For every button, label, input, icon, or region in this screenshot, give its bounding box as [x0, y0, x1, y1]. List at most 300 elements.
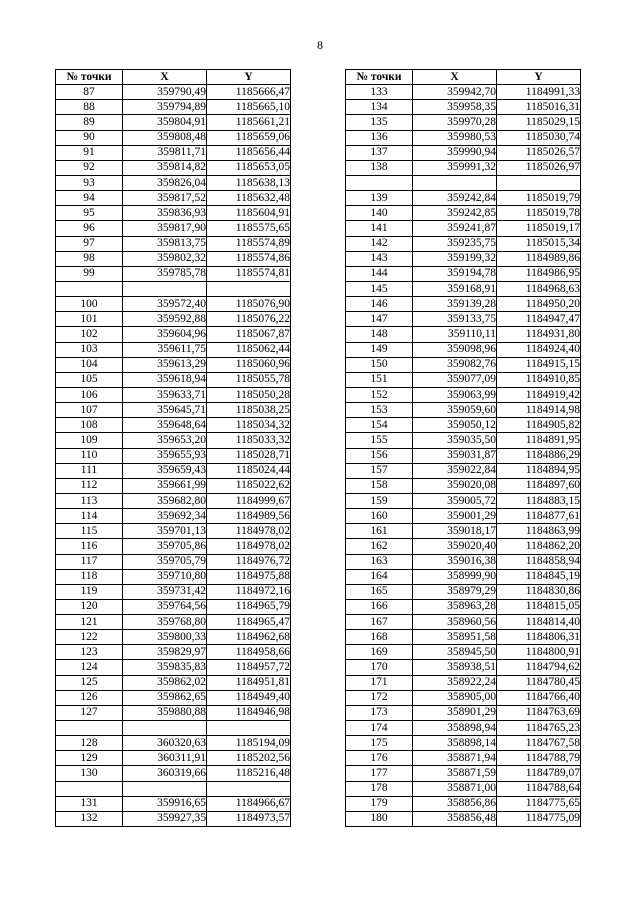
x-cell: 359692,34	[123, 509, 207, 524]
x-cell: 359916,65	[123, 796, 207, 811]
x-cell: 359604,96	[123, 327, 207, 342]
y-cell: 1184973,57	[207, 811, 291, 826]
point-number-cell: 105	[56, 372, 123, 387]
y-cell: 1185033,32	[207, 433, 291, 448]
point-number-cell: 159	[346, 493, 413, 508]
table-row	[56, 145, 291, 160]
point-number-cell: 122	[56, 630, 123, 645]
table-row	[346, 236, 581, 251]
header-point-number: № точки	[346, 70, 413, 85]
y-cell: 1184968,63	[497, 281, 581, 296]
y-cell: 1185575,65	[207, 221, 291, 236]
header-x: X	[413, 70, 497, 85]
table-row	[56, 206, 291, 221]
y-cell: 1185194,09	[207, 736, 291, 751]
table-row	[56, 751, 291, 766]
table-row	[56, 251, 291, 266]
x-cell: 359836,93	[123, 206, 207, 221]
table-row	[56, 539, 291, 554]
point-number-cell: 178	[346, 781, 413, 796]
y-cell: 1185029,15	[497, 115, 581, 130]
table-row	[56, 297, 291, 312]
point-number-cell: 142	[346, 236, 413, 251]
table-row	[346, 463, 581, 478]
point-number-cell: 157	[346, 463, 413, 478]
y-cell: 1185202,56	[207, 751, 291, 766]
point-number-cell: 168	[346, 630, 413, 645]
x-cell: 358905,00	[413, 690, 497, 705]
y-cell: 1184989,56	[207, 509, 291, 524]
x-cell: 358938,51	[413, 660, 497, 675]
point-number-cell: 165	[346, 584, 413, 599]
table-row	[56, 675, 291, 690]
y-cell: 1184976,72	[207, 554, 291, 569]
point-number-cell: 109	[56, 433, 123, 448]
point-number-cell: 114	[56, 509, 123, 524]
table-row	[346, 660, 581, 675]
x-cell: 359016,38	[413, 554, 497, 569]
y-cell: 1184949,40	[207, 690, 291, 705]
x-cell: 360311,91	[123, 751, 207, 766]
x-cell: 359970,28	[413, 115, 497, 130]
point-number-cell: 145	[346, 281, 413, 296]
x-cell: 359020,40	[413, 539, 497, 554]
y-cell: 1185574,81	[207, 266, 291, 281]
table-row	[56, 796, 291, 811]
y-cell: 1185024,44	[207, 463, 291, 478]
table-row	[346, 206, 581, 221]
table-row	[56, 463, 291, 478]
x-cell: 358856,48	[413, 811, 497, 826]
y-cell: 1185666,47	[207, 85, 291, 100]
x-cell: 359031,87	[413, 448, 497, 463]
table-row	[346, 448, 581, 463]
point-number-cell: 94	[56, 191, 123, 206]
y-cell: 1184815,05	[497, 599, 581, 614]
table-row	[346, 796, 581, 811]
x-cell: 359829,97	[123, 645, 207, 660]
y-cell: 1184897,60	[497, 478, 581, 493]
y-cell: 1184789,07	[497, 766, 581, 781]
point-number-cell: 103	[56, 342, 123, 357]
x-cell: 359001,29	[413, 509, 497, 524]
y-cell: 1184788,64	[497, 781, 581, 796]
y-cell: 1185661,21	[207, 115, 291, 130]
y-cell: 1184924,40	[497, 342, 581, 357]
point-number-cell: 128	[56, 736, 123, 751]
y-cell: 1184862,20	[497, 539, 581, 554]
point-number-cell: 127	[56, 705, 123, 720]
x-cell: 359710,80	[123, 569, 207, 584]
x-cell: 360320,63	[123, 736, 207, 751]
y-cell: 1184858,94	[497, 554, 581, 569]
table-row	[346, 115, 581, 130]
x-cell: 359661,99	[123, 478, 207, 493]
point-number-cell: 167	[346, 615, 413, 630]
x-cell: 359785,78	[123, 266, 207, 281]
table-row	[56, 372, 291, 387]
x-cell: 359682,80	[123, 493, 207, 508]
x-cell: 359633,71	[123, 387, 207, 402]
y-cell: 1184962,68	[207, 630, 291, 645]
point-number-cell	[56, 721, 123, 736]
point-number-cell: 141	[346, 221, 413, 236]
x-cell: 358945,50	[413, 645, 497, 660]
point-number-cell: 121	[56, 615, 123, 630]
table-row	[56, 175, 291, 190]
table-row	[56, 387, 291, 402]
table-row	[56, 721, 291, 736]
x-cell: 359098,96	[413, 342, 497, 357]
table-row	[346, 721, 581, 736]
table-row	[56, 766, 291, 781]
x-cell: 359817,52	[123, 191, 207, 206]
point-number-cell: 134	[346, 100, 413, 115]
x-cell: 359835,83	[123, 660, 207, 675]
point-number-cell	[56, 281, 123, 296]
y-cell: 1184978,02	[207, 539, 291, 554]
point-number-cell: 143	[346, 251, 413, 266]
y-cell: 1184863,99	[497, 524, 581, 539]
table-row	[56, 418, 291, 433]
x-cell: 359764,56	[123, 599, 207, 614]
point-number-cell: 92	[56, 160, 123, 175]
x-cell: 359862,65	[123, 690, 207, 705]
point-number-cell: 164	[346, 569, 413, 584]
table-header-row	[56, 70, 291, 85]
x-cell: 358963,28	[413, 599, 497, 614]
x-cell: 359862,02	[123, 675, 207, 690]
point-number-cell: 130	[56, 766, 123, 781]
y-cell: 1184814,40	[497, 615, 581, 630]
y-cell: 1184915,15	[497, 357, 581, 372]
x-cell	[123, 781, 207, 796]
x-cell: 360319,66	[123, 766, 207, 781]
y-cell: 1184991,33	[497, 85, 581, 100]
y-cell	[207, 721, 291, 736]
y-cell: 1184950,20	[497, 297, 581, 312]
x-cell: 359572,40	[123, 297, 207, 312]
point-number-cell: 149	[346, 342, 413, 357]
point-number-cell: 139	[346, 191, 413, 206]
point-number-cell: 144	[346, 266, 413, 281]
table-row	[56, 781, 291, 796]
table-row	[56, 221, 291, 236]
y-cell: 1184978,02	[207, 524, 291, 539]
point-number-cell: 96	[56, 221, 123, 236]
x-cell: 358898,94	[413, 721, 497, 736]
x-cell: 358960,56	[413, 615, 497, 630]
point-number-cell: 175	[346, 736, 413, 751]
x-cell: 358999,90	[413, 569, 497, 584]
table-row	[346, 599, 581, 614]
x-cell: 359705,86	[123, 539, 207, 554]
y-cell: 1185019,17	[497, 221, 581, 236]
table-row	[56, 85, 291, 100]
table-row	[56, 191, 291, 206]
coordinates-table-right	[345, 69, 581, 827]
point-number-cell: 91	[56, 145, 123, 160]
y-cell: 1184780,45	[497, 675, 581, 690]
table-row	[56, 312, 291, 327]
point-number-cell: 126	[56, 690, 123, 705]
y-cell: 1185665,10	[207, 100, 291, 115]
x-cell: 359811,71	[123, 145, 207, 160]
x-cell: 359020,08	[413, 478, 497, 493]
table-row	[56, 433, 291, 448]
y-cell: 1184763,69	[497, 705, 581, 720]
x-cell: 359592,88	[123, 312, 207, 327]
table-row	[346, 312, 581, 327]
x-cell: 359018,17	[413, 524, 497, 539]
y-cell: 1185050,28	[207, 387, 291, 402]
x-cell: 358871,00	[413, 781, 497, 796]
point-number-cell: 160	[346, 509, 413, 524]
point-number-cell: 146	[346, 297, 413, 312]
point-number-cell: 152	[346, 387, 413, 402]
y-cell: 1185055,78	[207, 372, 291, 387]
y-cell: 1184975,88	[207, 569, 291, 584]
table-row	[56, 630, 291, 645]
table-row	[56, 811, 291, 826]
y-cell: 1184931,80	[497, 327, 581, 342]
x-cell: 359731,42	[123, 584, 207, 599]
y-cell: 1185038,25	[207, 403, 291, 418]
point-number-cell: 108	[56, 418, 123, 433]
point-number-cell: 150	[346, 357, 413, 372]
table-row	[56, 493, 291, 508]
table-row	[346, 615, 581, 630]
x-cell: 359653,20	[123, 433, 207, 448]
x-cell: 359990,94	[413, 145, 497, 160]
y-cell: 1184999,67	[207, 493, 291, 508]
point-number-cell: 95	[56, 206, 123, 221]
x-cell: 359133,75	[413, 312, 497, 327]
table-row	[346, 327, 581, 342]
point-number-cell: 148	[346, 327, 413, 342]
x-cell: 359980,53	[413, 130, 497, 145]
y-cell: 1184946,98	[207, 705, 291, 720]
point-number-cell: 112	[56, 478, 123, 493]
x-cell: 359242,85	[413, 206, 497, 221]
table-row	[56, 160, 291, 175]
table-row	[346, 130, 581, 145]
point-number-cell: 129	[56, 751, 123, 766]
y-cell: 1184910,85	[497, 372, 581, 387]
y-cell: 1185026,57	[497, 145, 581, 160]
x-cell: 359242,84	[413, 191, 497, 206]
table-row	[56, 509, 291, 524]
table-row	[346, 221, 581, 236]
point-number-cell: 177	[346, 766, 413, 781]
x-cell: 359927,35	[123, 811, 207, 826]
point-number-cell: 140	[346, 206, 413, 221]
point-number-cell: 176	[346, 751, 413, 766]
x-cell: 359241,87	[413, 221, 497, 236]
y-cell: 1184894,95	[497, 463, 581, 478]
x-cell: 358979,29	[413, 584, 497, 599]
point-number-cell	[346, 175, 413, 190]
y-cell: 1185574,86	[207, 251, 291, 266]
table-row	[346, 781, 581, 796]
point-number-cell: 93	[56, 175, 123, 190]
y-cell: 1184958,66	[207, 645, 291, 660]
table-row	[56, 478, 291, 493]
table-row	[56, 448, 291, 463]
y-cell: 1184919,42	[497, 387, 581, 402]
table-row	[346, 751, 581, 766]
y-cell: 1184788,79	[497, 751, 581, 766]
y-cell: 1185060,96	[207, 357, 291, 372]
table-row	[346, 191, 581, 206]
table-row	[346, 645, 581, 660]
point-number-cell: 173	[346, 705, 413, 720]
point-number-cell: 111	[56, 463, 123, 478]
page-number: 8	[317, 38, 323, 52]
x-cell: 359814,82	[123, 160, 207, 175]
x-cell: 359005,72	[413, 493, 497, 508]
y-cell: 1185604,91	[207, 206, 291, 221]
y-cell: 1185076,22	[207, 312, 291, 327]
y-cell: 1185026,97	[497, 160, 581, 175]
y-cell: 1184830,86	[497, 584, 581, 599]
y-cell: 1185653,05	[207, 160, 291, 175]
point-number-cell: 179	[346, 796, 413, 811]
table-row	[56, 342, 291, 357]
x-cell: 359804,91	[123, 115, 207, 130]
x-cell: 359613,29	[123, 357, 207, 372]
header-x: X	[123, 70, 207, 85]
y-cell: 1185019,79	[497, 191, 581, 206]
y-cell: 1184883,15	[497, 493, 581, 508]
point-number-cell: 136	[346, 130, 413, 145]
x-cell: 359110,11	[413, 327, 497, 342]
point-number-cell: 174	[346, 721, 413, 736]
point-number-cell: 99	[56, 266, 123, 281]
table-row	[346, 509, 581, 524]
x-cell: 359942,70	[413, 85, 497, 100]
table-row	[56, 357, 291, 372]
y-cell	[207, 781, 291, 796]
y-cell: 1184845,19	[497, 569, 581, 584]
x-cell	[123, 281, 207, 296]
y-cell: 1184957,72	[207, 660, 291, 675]
point-number-cell: 170	[346, 660, 413, 675]
y-cell: 1184886,29	[497, 448, 581, 463]
point-number-cell: 153	[346, 403, 413, 418]
x-cell: 358871,94	[413, 751, 497, 766]
table-row	[56, 554, 291, 569]
table-row	[346, 145, 581, 160]
table-row	[346, 175, 581, 190]
x-cell: 359199,32	[413, 251, 497, 266]
table-body	[346, 85, 581, 827]
x-cell: 359768,80	[123, 615, 207, 630]
x-cell: 359655,93	[123, 448, 207, 463]
y-cell: 1184947,47	[497, 312, 581, 327]
y-cell: 1184806,31	[497, 630, 581, 645]
table-row	[346, 403, 581, 418]
point-number-cell: 98	[56, 251, 123, 266]
y-cell: 1184794,62	[497, 660, 581, 675]
table-row	[346, 281, 581, 296]
table-row	[346, 493, 581, 508]
y-cell: 1184775,65	[497, 796, 581, 811]
x-cell: 359701,13	[123, 524, 207, 539]
x-cell: 358951,58	[413, 630, 497, 645]
y-cell: 1184877,61	[497, 509, 581, 524]
point-number-cell: 119	[56, 584, 123, 599]
y-cell: 1185022,62	[207, 478, 291, 493]
y-cell: 1185656,44	[207, 145, 291, 160]
point-number-cell: 156	[346, 448, 413, 463]
x-cell: 359659,43	[123, 463, 207, 478]
table-row	[56, 327, 291, 342]
point-number-cell: 125	[56, 675, 123, 690]
x-cell: 358898,14	[413, 736, 497, 751]
table-row	[346, 387, 581, 402]
point-number-cell: 135	[346, 115, 413, 130]
table-row	[56, 100, 291, 115]
x-cell: 359800,33	[123, 630, 207, 645]
table-row	[346, 85, 581, 100]
table-row	[346, 811, 581, 826]
y-cell: 1184775,09	[497, 811, 581, 826]
y-cell: 1185659,06	[207, 130, 291, 145]
table-row	[56, 403, 291, 418]
x-cell: 359880,88	[123, 705, 207, 720]
point-number-cell: 138	[346, 160, 413, 175]
table-row	[56, 615, 291, 630]
table-row	[56, 569, 291, 584]
x-cell: 359958,35	[413, 100, 497, 115]
point-number-cell: 132	[56, 811, 123, 826]
point-number-cell: 90	[56, 130, 123, 145]
table-row	[346, 433, 581, 448]
table-row	[346, 766, 581, 781]
x-cell: 359035,50	[413, 433, 497, 448]
header-point-number: № точки	[56, 70, 123, 85]
point-number-cell: 102	[56, 327, 123, 342]
point-number-cell: 100	[56, 297, 123, 312]
y-cell: 1185632,48	[207, 191, 291, 206]
point-number-cell: 106	[56, 387, 123, 402]
table-row	[346, 690, 581, 705]
y-cell: 1184766,40	[497, 690, 581, 705]
point-number-cell: 161	[346, 524, 413, 539]
y-cell: 1184986,95	[497, 266, 581, 281]
header-y: Y	[207, 70, 291, 85]
point-number-cell: 158	[346, 478, 413, 493]
table-row	[346, 357, 581, 372]
point-number-cell: 101	[56, 312, 123, 327]
y-cell: 1184914,98	[497, 403, 581, 418]
point-number-cell: 124	[56, 660, 123, 675]
x-cell: 358901,29	[413, 705, 497, 720]
y-cell: 1185015,34	[497, 236, 581, 251]
x-cell: 359235,75	[413, 236, 497, 251]
table-row	[346, 372, 581, 387]
x-cell: 359611,75	[123, 342, 207, 357]
x-cell: 359648,64	[123, 418, 207, 433]
table-row	[56, 690, 291, 705]
point-number-cell: 110	[56, 448, 123, 463]
y-cell: 1185216,48	[207, 766, 291, 781]
table-row	[346, 675, 581, 690]
table-header-row	[346, 70, 581, 85]
table-row	[56, 660, 291, 675]
x-cell: 359050,12	[413, 418, 497, 433]
